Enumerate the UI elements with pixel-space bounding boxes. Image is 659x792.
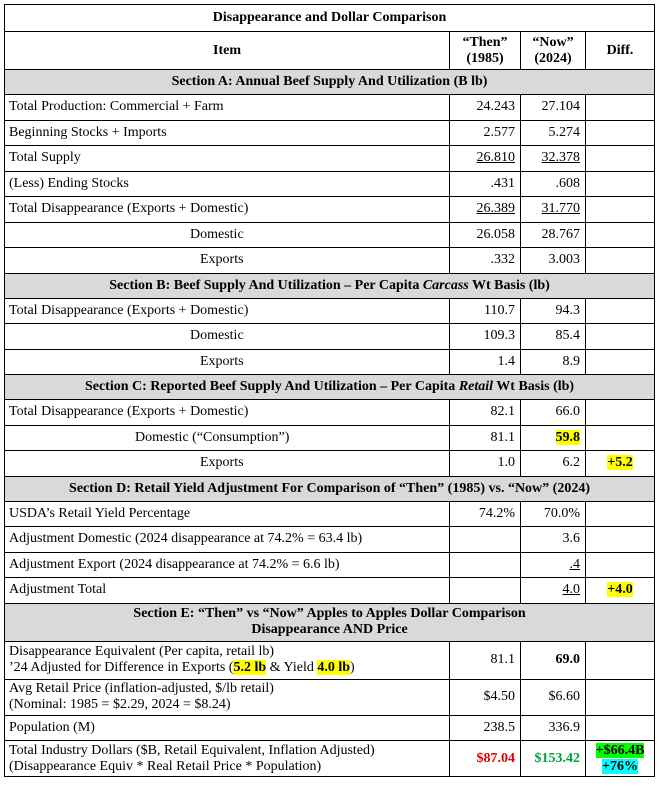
- diff-value: [586, 197, 655, 223]
- table-title-row: [5, 5, 655, 32]
- yield-adjust-highlight: 4.0 lb: [317, 660, 351, 675]
- section-e-title-line2: Disappearance AND Price: [251, 622, 408, 637]
- now-value: 28.767: [521, 222, 586, 248]
- then-value: 1.0: [450, 451, 521, 477]
- diff-value: [586, 349, 655, 375]
- row-label: Domestic: [5, 222, 450, 248]
- diff-value: [586, 501, 655, 527]
- then-value: 2.577: [450, 120, 521, 146]
- now-value-text: 4.0: [562, 582, 580, 598]
- diff-value: [586, 715, 655, 741]
- then-value: 1.4: [450, 349, 521, 375]
- now-value: 8.9: [521, 349, 586, 375]
- then-value: 109.3: [450, 324, 521, 350]
- now-value: 3.003: [521, 248, 586, 274]
- header-item: Item: [5, 32, 450, 70]
- row-label: Adjustment Domestic (2024 disappearance at 74.2% = 63.4 lb): [5, 527, 450, 553]
- header-then-line1: “Then”: [462, 34, 508, 50]
- header-then-line2: (1985): [466, 50, 504, 66]
- now-value: 85.4: [521, 324, 586, 350]
- header-diff: Diff.: [586, 32, 655, 70]
- diff-highlight: +5.2: [607, 455, 633, 471]
- table-row: [5, 171, 655, 197]
- table-row: [5, 146, 655, 172]
- exports-adjust-highlight: 5.2 lb: [233, 660, 267, 675]
- section-c-title-post: Wt Basis (lb): [493, 379, 575, 394]
- table-row: [5, 501, 655, 527]
- diff-value: [586, 324, 655, 350]
- row-label: [5, 641, 450, 679]
- then-value: [450, 527, 521, 553]
- diff-value: [586, 146, 655, 172]
- table-row: [5, 715, 655, 741]
- row-label: Total Production: Commercial + Farm: [5, 95, 450, 121]
- table-row: [5, 641, 655, 679]
- section-c-header: [5, 375, 655, 400]
- section-b-title: [5, 273, 655, 298]
- diff-value: [586, 641, 655, 679]
- row-label-line2-mid: & Yield: [266, 660, 318, 675]
- diff-dollars-highlight: +$66.4B: [595, 742, 645, 758]
- table-row: [5, 95, 655, 121]
- row-label: Total Disappearance (Exports + Domestic): [5, 400, 450, 426]
- diff-value: [586, 578, 655, 604]
- then-value-text: 26.389: [476, 201, 515, 217]
- row-label: USDA’s Retail Yield Percentage: [5, 501, 450, 527]
- table-row: [5, 222, 655, 248]
- table-row: [5, 552, 655, 578]
- section-a-header: [5, 70, 655, 95]
- diff-value: [586, 552, 655, 578]
- comparison-table: [4, 4, 655, 777]
- section-c-title: [5, 375, 655, 400]
- now-value: .608: [521, 171, 586, 197]
- row-label-line2-pre: ’24 Adjusted for Difference in Exports (: [9, 660, 234, 675]
- header-row: [5, 32, 655, 70]
- row-label: Beginning Stocks + Imports: [5, 120, 450, 146]
- row-label: Population (M): [5, 715, 450, 741]
- diff-percent-highlight: +76%: [602, 758, 639, 774]
- now-value: [521, 578, 586, 604]
- row-label-line2: (Disappearance Equiv * Real Retail Price * Population): [9, 758, 322, 774]
- section-d-header: [5, 476, 655, 501]
- now-value: [521, 552, 586, 578]
- diff-value: [586, 451, 655, 477]
- now-value: [521, 146, 586, 172]
- section-b-title-em: Carcass: [422, 277, 469, 293]
- section-e-title: [5, 603, 655, 641]
- section-b-header: [5, 273, 655, 298]
- row-label-line1: Disappearance Equivalent (Per capita, retail lb): [9, 644, 275, 659]
- now-value: 94.3: [521, 298, 586, 324]
- then-value: 74.2%: [450, 501, 521, 527]
- then-value: [450, 197, 521, 223]
- diff-value: [586, 120, 655, 146]
- then-value: [450, 146, 521, 172]
- row-label: Exports: [5, 451, 450, 477]
- table-row: [5, 298, 655, 324]
- row-label-line1: Total Industry Dollars ($B, Retail Equivalent, Inflation Adjusted): [9, 742, 375, 758]
- now-value: 66.0: [521, 400, 586, 426]
- header-now-line2: (2024): [534, 50, 572, 66]
- diff-highlight: +4.0: [607, 582, 633, 598]
- section-b-title-pre: Section B: Beef Supply And Utilization – Per Capita: [109, 277, 423, 293]
- now-value: 69.0: [521, 641, 586, 679]
- table-row: [5, 400, 655, 426]
- now-value: 6.2: [521, 451, 586, 477]
- diff-value: [586, 679, 655, 715]
- now-value-text: .4: [569, 556, 580, 572]
- now-value: [521, 197, 586, 223]
- section-c-title-pre: Section C: Reported Beef Supply And Utilization – Per Capita: [84, 379, 459, 394]
- then-value: 81.1: [450, 425, 521, 451]
- now-value-text: 31.770: [541, 201, 580, 217]
- then-value-text: 26.810: [476, 150, 515, 166]
- section-e-title-line1: Section E: “Then” vs “Now” Apples to Apples Dollar Comparison: [133, 606, 526, 621]
- diff-value: [586, 171, 655, 197]
- row-label-line1: Avg Retail Price (inflation-adjusted, $/lb retail): [9, 681, 274, 696]
- diff-value: [586, 298, 655, 324]
- row-label: Domestic (“Consumption”): [5, 425, 450, 451]
- section-d-title: Section D: Retail Yield Adjustment For Comparison of “Then” (1985) vs. “Now” (2024): [5, 476, 655, 501]
- row-label: Adjustment Total: [5, 578, 450, 604]
- table-title: Disappearance and Dollar Comparison: [5, 5, 655, 32]
- row-label: Adjustment Export (2024 disappearance at 74.2% = 6.6 lb): [5, 552, 450, 578]
- then-value: $4.50: [450, 679, 521, 715]
- diff-value: [586, 741, 655, 777]
- table-row: [5, 248, 655, 274]
- row-label: Total Disappearance (Exports + Domestic): [5, 298, 450, 324]
- then-value: [450, 578, 521, 604]
- table-row: [5, 324, 655, 350]
- then-value: .431: [450, 171, 521, 197]
- diff-value: [586, 527, 655, 553]
- header-now: [521, 32, 586, 70]
- now-value: [521, 425, 586, 451]
- then-value: 238.5: [450, 715, 521, 741]
- table-row: [5, 120, 655, 146]
- section-e-header: [5, 603, 655, 641]
- diff-value: [586, 425, 655, 451]
- header-now-line1: “Now”: [532, 34, 574, 50]
- now-value: 5.274: [521, 120, 586, 146]
- row-label: [5, 741, 450, 777]
- section-c-title-em: Retail: [458, 379, 494, 394]
- section-a-title: Section A: Annual Beef Supply And Utilization (B lb): [5, 70, 655, 95]
- now-value: $6.60: [521, 679, 586, 715]
- section-b-title-post: Wt Basis (lb): [468, 277, 550, 293]
- then-total-value: $87.04: [450, 741, 521, 777]
- row-label: Exports: [5, 349, 450, 375]
- diff-value: [586, 248, 655, 274]
- then-value: 24.243: [450, 95, 521, 121]
- now-value-text: 32.378: [541, 150, 580, 166]
- then-value: .332: [450, 248, 521, 274]
- then-value: 110.7: [450, 298, 521, 324]
- table-row: [5, 741, 655, 777]
- then-value: 81.1: [450, 641, 521, 679]
- row-label: Total Supply: [5, 146, 450, 172]
- row-label: Domestic: [5, 324, 450, 350]
- diff-value: [586, 222, 655, 248]
- then-value: [450, 552, 521, 578]
- header-then: [450, 32, 521, 70]
- diff-value: [586, 95, 655, 121]
- now-value: 27.104: [521, 95, 586, 121]
- table-row: [5, 197, 655, 223]
- table-row: [5, 679, 655, 715]
- now-value-highlight: 59.8: [555, 429, 580, 445]
- table-row: [5, 527, 655, 553]
- now-value: 3.6: [521, 527, 586, 553]
- then-value: 26.058: [450, 222, 521, 248]
- row-label: Total Disappearance (Exports + Domestic): [5, 197, 450, 223]
- table-row: [5, 451, 655, 477]
- row-label: Exports: [5, 248, 450, 274]
- now-total-value: $153.42: [521, 741, 586, 777]
- then-value: 82.1: [450, 400, 521, 426]
- table-row: [5, 349, 655, 375]
- diff-value: [586, 400, 655, 426]
- row-label: [5, 679, 450, 715]
- table-row: [5, 578, 655, 604]
- now-value: 336.9: [521, 715, 586, 741]
- row-label: (Less) Ending Stocks: [5, 171, 450, 197]
- table-row: [5, 425, 655, 451]
- row-label-line2: (Nominal: 1985 = $2.29, 2024 = $8.24): [9, 697, 231, 712]
- row-label-line2-post: ): [350, 660, 355, 675]
- now-value: 70.0%: [521, 501, 586, 527]
